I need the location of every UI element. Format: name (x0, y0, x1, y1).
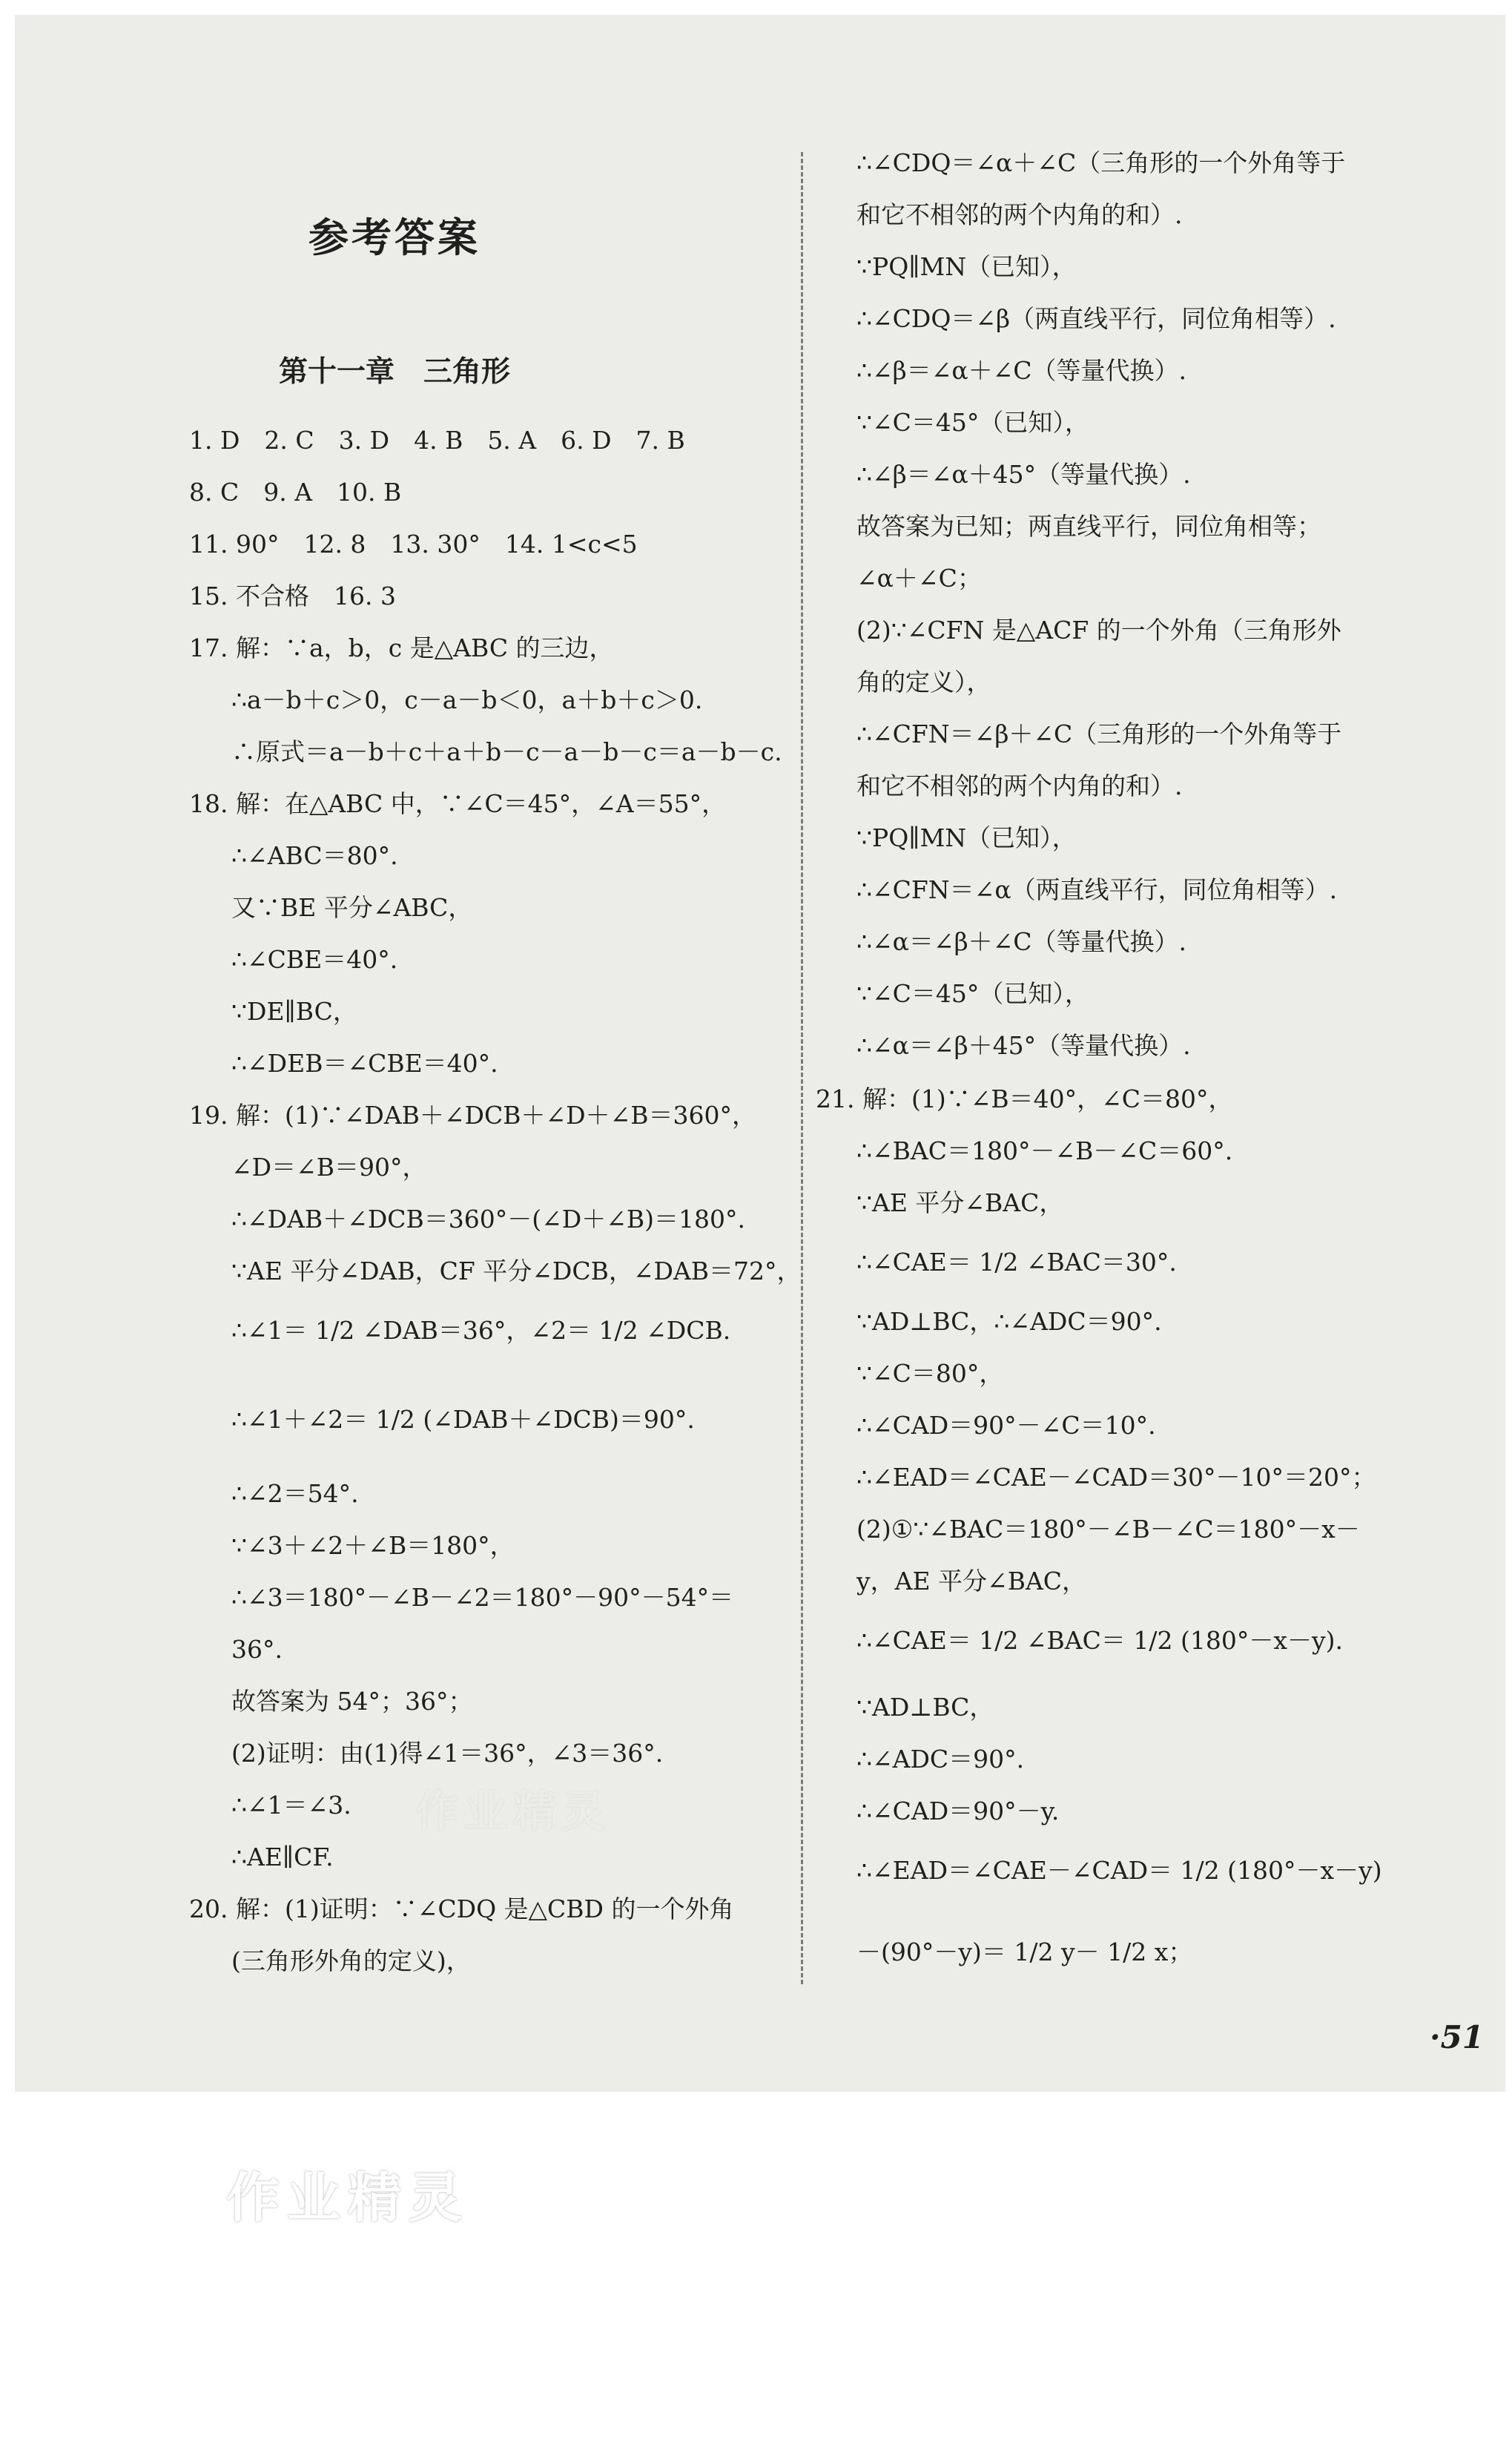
answer-line: ∴∠CAD＝90°－y. (856, 1797, 1060, 1825)
answer-line: 故答案为 54°；36°； (231, 1687, 473, 1716)
answer-line: 角的定义）， (856, 668, 991, 697)
answer-line: (三角形外角的定义)， (231, 1946, 471, 1975)
answer-line: ∵AE 平分∠BAC， (856, 1188, 1064, 1217)
answer-line: ∴∠CAE＝ 1/2 ∠BAC＝30°. (856, 1248, 1177, 1277)
answer-line: 又∵BE 平分∠ABC， (231, 893, 473, 922)
answer-line: ∴∠CAD＝90°－∠C＝10°. (856, 1411, 1156, 1440)
answer-line: ∵AE 平分∠DAB，CF 平分∠DCB，∠DAB＝72°， (231, 1257, 802, 1285)
answer-line: ∴∠CFN＝∠α（两直线平行，同位角相等）. (856, 875, 1338, 904)
answer-line: 21. 解：(1)∵∠B＝40°，∠C＝80°， (816, 1084, 1233, 1113)
answer-line: ∵PQ∥MN（已知）， (856, 252, 1077, 281)
answer-line: ∴∠CFN＝∠β＋∠C（三角形的一个外角等于 (856, 720, 1342, 748)
answer-line: ∴∠CDQ＝∠α＋∠C（三角形的一个外角等于 (856, 148, 1346, 177)
answer-line: ∴∠α＝∠β＋45°（等量代换）. (856, 1031, 1191, 1060)
answer-line: 故答案为已知；两直线平行，同位角相等； (856, 512, 1321, 541)
answer-line: －(90°－y)＝ 1/2 y－ 1/2 x； (856, 1937, 1193, 1966)
page-number: ·51 (1430, 2019, 1485, 2055)
answer-line: 15. 不合格 16. 3 (189, 582, 396, 610)
answer-line: ∴∠DAB＋∠DCB＝360°－(∠D＋∠B)＝180°. (231, 1205, 746, 1234)
answer-line: ∴∠1＋∠2＝ 1/2 (∠DAB＋∠DCB)＝90°. (231, 1405, 695, 1434)
answer-line: 和它不相邻的两个内角的和）. (856, 771, 1183, 800)
answer-line: ∵∠3＋∠2＋∠B＝180°， (231, 1531, 515, 1560)
watermark-inline: 作业精灵 (415, 1786, 612, 1837)
answer-line: ∴∠β＝∠α＋∠C（等量代换）. (856, 356, 1187, 385)
answer-line: ∴∠EAD＝∠CAE－∠CAD＝30°－10°＝20°； (856, 1463, 1376, 1492)
answer-line: 17. 解：∵a，b，c 是△ABC 的三边， (189, 633, 614, 662)
answer-line: ∴a－b＋c＞0，c－a－b＜0，a＋b＋c＞0. (231, 685, 703, 714)
chapter-heading: 第十一章 三角形 (278, 355, 510, 389)
answer-line: 19. 解：(1)∵∠DAB＋∠DCB＋∠D＋∠B＝360°， (189, 1101, 757, 1130)
answer-line: (2)∵∠CFN 是△ACF 的一个外角（三角形外 (856, 616, 1341, 645)
answer-line: ∴∠3＝180°－∠B－∠2＝180°－90°－54°＝ (231, 1583, 734, 1612)
answer-line: ∴∠1＝∠3. (231, 1791, 351, 1820)
answer-line: ∴原式＝a－b＋c＋a＋b－c－a－b－c＝a－b－c. (231, 737, 782, 766)
answer-line: ∴∠ABC＝80°. (231, 841, 398, 870)
answer-line: ∵AD⊥BC， (856, 1693, 994, 1722)
answer-line: 和它不相邻的两个内角的和）. (856, 200, 1183, 229)
answer-line: ∵PQ∥MN（已知）， (856, 823, 1077, 852)
answer-line: ∴∠BAC＝180°－∠B－∠C＝60°. (856, 1136, 1233, 1165)
answer-line: ∴∠CDQ＝∠β（两直线平行，同位角相等）. (856, 304, 1336, 333)
answer-line: (2)证明：由(1)得∠1＝36°，∠3＝36°. (231, 1739, 664, 1768)
answer-line: y，AE 平分∠BAC， (856, 1567, 1087, 1596)
answer-line: ∴∠ADC＝90°. (856, 1745, 1025, 1774)
watermark: 作业精灵 (226, 2167, 470, 2229)
answer-line: ∴∠2＝54°. (231, 1479, 359, 1508)
page-title: 参考答案 (308, 214, 481, 261)
column-divider (801, 152, 803, 1984)
answer-line: ∴∠CAE＝ 1/2 ∠BAC＝ 1/2 (180°－x－y). (856, 1626, 1343, 1655)
answer-line: ∵∠C＝80°， (856, 1359, 1004, 1388)
answer-line: 36°. (231, 1635, 283, 1664)
answer-line: ∵∠C＝45°（已知）， (856, 408, 1089, 437)
answer-line: 20. 解：(1)证明：∵∠CDQ 是△CBD 的一个外角 (189, 1894, 734, 1923)
answer-line: ∠D＝∠B＝90°， (231, 1153, 427, 1182)
answer-line: 8. C 9. A 10. B (189, 478, 402, 507)
answer-line: ∴∠1＝ 1/2 ∠DAB＝36°，∠2＝ 1/2 ∠DCB. (231, 1316, 731, 1345)
answer-line: (2)①∵∠BAC＝180°－∠B－∠C＝180°－x－ (856, 1515, 1360, 1544)
answer-line: 18. 解：在△ABC 中，∵∠C＝45°，∠A＝55°， (189, 789, 727, 818)
answer-line: ∴∠α＝∠β＋∠C（等量代换）. (856, 927, 1187, 956)
answer-line: ∴∠EAD＝∠CAE－∠CAD＝ 1/2 (180°－x－y) (856, 1856, 1382, 1885)
answer-line: ∴AE∥CF. (231, 1843, 334, 1871)
answer-line: ∴∠DEB＝∠CBE＝40°. (231, 1049, 498, 1078)
answer-line: ∵AD⊥BC，∴∠ADC＝90°. (856, 1307, 1162, 1336)
answer-line: 1. D 2. C 3. D 4. B 5. A 6. D 7. B (189, 426, 685, 455)
answer-line: 11. 90° 12. 8 13. 30° 14. 1<c<5 (189, 530, 638, 559)
answer-line: ∵∠C＝45°（已知）， (856, 979, 1089, 1008)
answer-line: ∠α＋∠C； (856, 564, 982, 593)
answer-line: ∴∠β＝∠α＋45°（等量代换）. (856, 460, 1191, 489)
answer-line: ∵DE∥BC， (231, 997, 357, 1026)
answer-line: ∴∠CBE＝40°. (231, 945, 398, 974)
